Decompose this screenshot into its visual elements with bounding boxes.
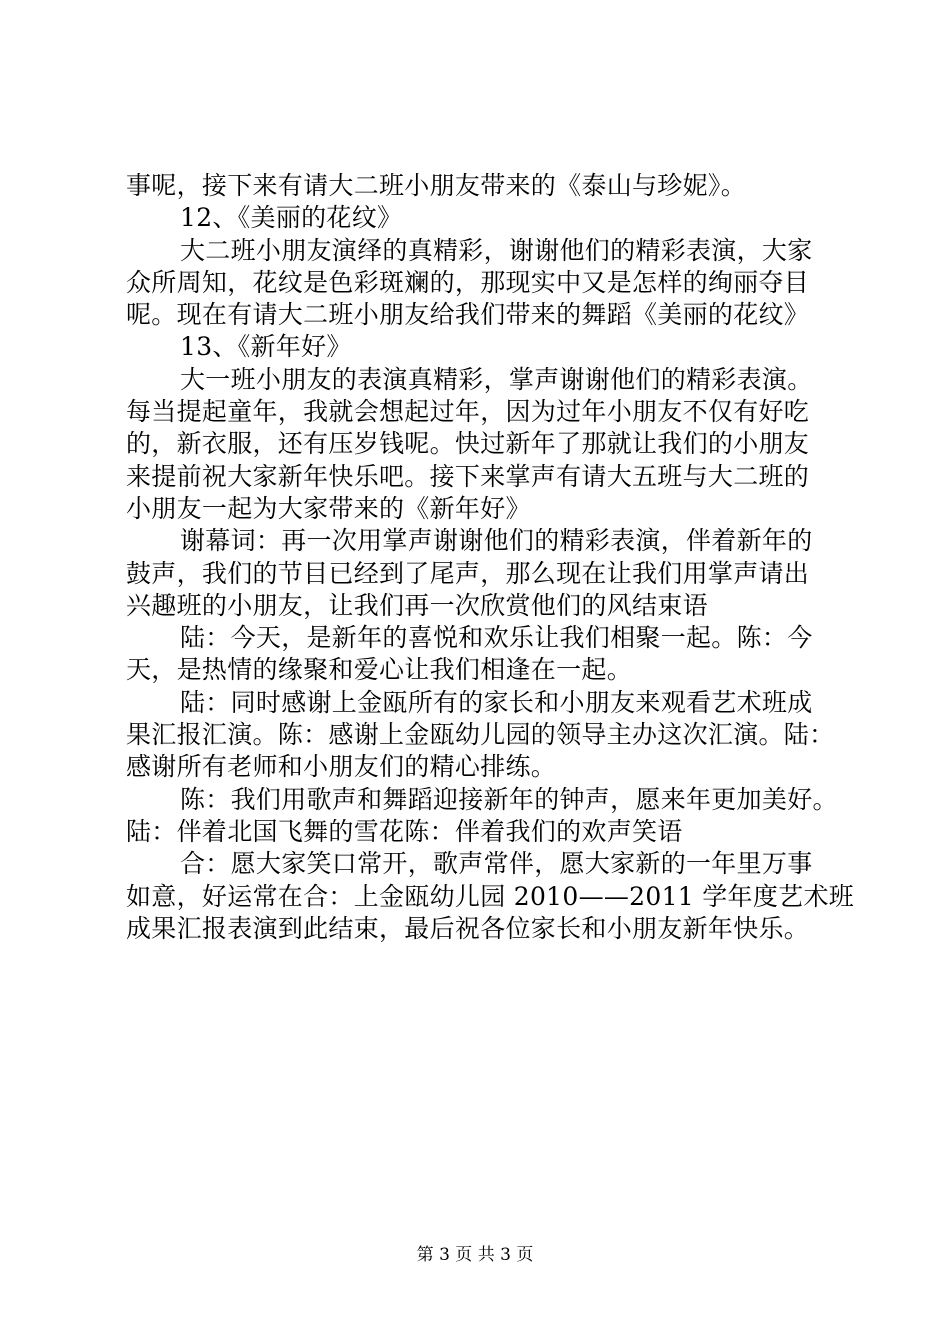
text-line: 陆：今天，是新年的喜悦和欢乐让我们相聚一起。陈：今	[180, 623, 813, 653]
text-line: 天，是热情的缘聚和爱心让我们相逢在一起。	[126, 655, 633, 685]
text-line: 果汇报汇演。陈：感谢上金瓯幼儿园的领导主办这次汇演。陆：	[126, 720, 835, 750]
text-line: 陆：伴着北国飞舞的雪花陈：伴着我们的欢声笑语	[126, 816, 683, 846]
text-line: 兴趣班的小朋友，让我们再一次欣赏他们的风结束语	[126, 590, 708, 620]
text-line: 小朋友一起为大家带来的《新年好》	[126, 493, 531, 523]
page-number-footer: 第 3 页 共 3 页	[416, 1245, 534, 1265]
text-line: 成果汇报表演到此结束，最后祝各位家长和小朋友新年快乐。	[126, 913, 810, 943]
text-line: 事呢，接下来有请大二班小朋友带来的《泰山与珍妮》。	[126, 171, 747, 200]
section-heading: 13、《新年好》	[180, 332, 352, 362]
text-line: 大一班小朋友的表演真精彩，掌声谢谢他们的精彩表演。	[180, 364, 813, 394]
text-line: 陆：同时感谢上金瓯所有的家长和小朋友来观看艺术班成	[180, 687, 813, 717]
text-line: 大二班小朋友演绎的真精彩，谢谢他们的精彩表演，大家	[180, 235, 813, 265]
section-heading: 12、《美丽的花纹》	[180, 203, 403, 233]
text-line: 的，新衣服，还有压岁钱呢。快过新年了那就让我们的小朋友	[126, 429, 810, 459]
text-line: 感谢所有老师和小朋友们的精心排练。	[126, 752, 557, 782]
text-line: 呢。现在有请大二班小朋友给我们带来的舞蹈《美丽的花纹》	[126, 300, 810, 330]
text-line: 谢幕词：再一次用掌声谢谢他们的精彩表演，伴着新年的	[180, 526, 813, 556]
text-line: 陈：我们用歌声和舞蹈迎接新年的钟声，愿来年更加美好。	[180, 784, 838, 814]
text-line: 鼓声，我们的节目已经到了尾声，那么现在让我们用掌声请出	[126, 558, 810, 588]
text-line: 合：愿大家笑口常开，歌声常伴，愿大家新的一年里万事	[180, 849, 813, 879]
text-line: 如意，好运常在合：上金瓯幼儿园 2010——2011 学年度艺术班	[126, 881, 855, 911]
text-line: 每当提起童年，我就会想起过年，因为过年小朋友不仅有好吃	[126, 397, 810, 427]
text-line: 来提前祝大家新年快乐吧。接下来掌声有请大五班与大二班的	[126, 461, 810, 491]
document-body	[126, 170, 855, 945]
text-line: 众所周知，花纹是色彩斑斓的，那现实中又是怎样的绚丽夺目	[126, 267, 810, 297]
